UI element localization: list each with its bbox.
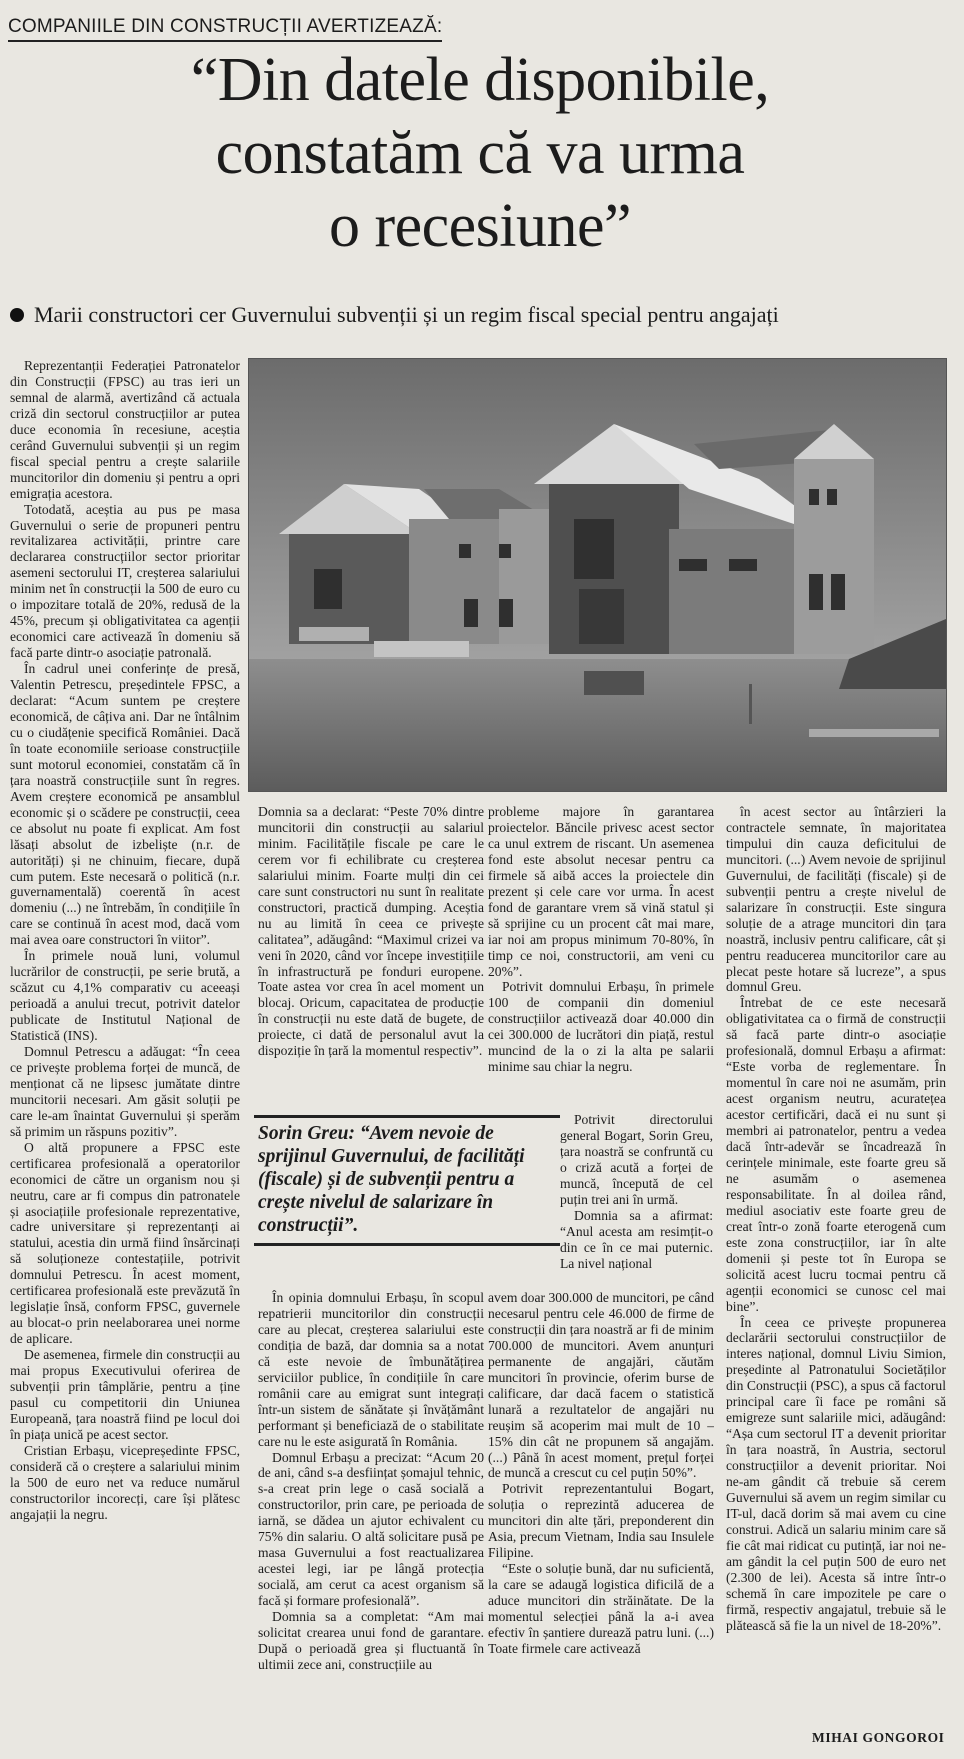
byline: MIHAI GONGOROI (812, 1730, 945, 1745)
paragraph: În ceea ce privește propunerea declarării sectorului construcțiilor de interes național, domnul Liviu Simion, președinte al Patronatului Societăților din Construcții (PSC), a spus că factorul principal care îi face pe români să emigreze sunt salariile mici, adăugând: “Așa cum sectorul IT a devenit prioritar în țara noastră, în Austria, sectorul construcțiilor a devenit prioritar. Noi ne-am gândit că trebuie să cerem Guvernului să avem un regim similar cu IT-ul, dacă dorim să mai avem cu cine construi. Adică un salariu minim care să fie cât mai ridicat cu putință, iar noi ne-am gândit la cel puțin 500 de euro net (2.300 de lei). Acesta să intre într-o schemă în care impozitele pe care o firmă, respectiv angajatul, trebuie să le plătească să fie la un nivel de 18-20%”. (726, 1314, 946, 1633)
paragraph: Potrivit domnului Erbașu, în primele 100 de companii din domeniul construcțiilor activează doar 40.000 din cei 300.000 de lucrători din piață, restul muncind de la o zi la alta pe salarii minime sau chiar la negru. (488, 979, 714, 1075)
headline (40, 44, 920, 263)
paragraph: O altă propunere a FPSC este certificarea profesională a operatorilor economici de către un organism nou și neutru, care ar fi compus din patronatele și asociațiile profesionale reprezentative, cadre universitare și reprezentanți ai statului, acestia din urmă fiind însărcinați să soluționeze contestațiile, potrivit domnului Petrescu. În acest moment, certificarea profesională este prevăzută în legislație însă, conform FPSC, guvernele au blocat-o prin neelaborarea unei norme de aplicare. (10, 1139, 240, 1347)
paragraph: Domnia sa a afirmat: “Anul acesta am resimțit-o din ce în ce mai puternic. La nivel național (560, 1207, 713, 1271)
subheadline (10, 302, 950, 328)
article-column-2-continued (258, 1290, 484, 1730)
article-column-3-bottom (488, 1290, 714, 1730)
paragraph: “Este o soluție bună, dar nu suficientă, la care se adaugă logistica dificilă de a aduce muncitori din străinătate. De la momentul selecției până la a-i avea efectiv în șantiere durează patru luni. (...) Toate firmele care activează (488, 1561, 714, 1656)
paragraph: Întrebat de ce este necesară obligativitatea ca o firmă de construcții să facă parte dintr-o asociație profesională, domnul Erbașu a afirmat: “Este vorba de reglementare. În momentul în care noi ne asumăm, prin acest organism neutru, acuratețea acestor certificări, dacă ei nu sunt și membri ai patronatelor, pentru a vedea dacă într-adevăr se încadrează în cerințele minimale, este foarte greu să ne asumăm o asemenea responsabilitate. În al doilea rând, mediul asociativ este foarte greu de creat într-o zonă foarte eterogenă cum este zona construcțiilor, iar în alte domenii și peste tot în Europa se solicită acest lucru tocmai pentru că agenții economici se cunosc cel mai bine”. (726, 995, 946, 1314)
pull-quote: Sorin Greu: “Avem nevoie de sprijinul Guvernului, de facilități (fiscale) și de subvenții pentru a crește nivelul de salarizare în construcții”. (254, 1115, 560, 1246)
paragraph: Domnul Petrescu a adăugat: “În ceea ce privește problema forței de muncă, de menționat că ne lipsesc jumătate dintre muncitorii necesari. Am găsit soluții pe care le-am înaintat Guvernului și sperăm să primim un răspuns pozitiv”. (10, 1043, 240, 1139)
paragraph: Potrivit directorului general Bogart, Sorin Greu, țara noastră se confruntă cu o criză acută a forței de muncă, începută de cel puțin trei ani în urmă. (560, 1112, 713, 1207)
headline-line-2: constatăm că va urma (215, 119, 745, 188)
paragraph: De asemenea, firmele din construcții au mai propus Executivului oferirea de subvenții prin tâmplărie, pentru a ține pasul cu competitorii din Uniunea Europeană, țara noastră fiind pe locul doi în piața unică pe acest sector. (10, 1347, 240, 1442)
paragraph: Cristian Erbașu, vicepreședinte FPSC, consideră că o creștere a salariului minim la 500 de euro net va reduce numărul constructorilor incorecți, care își plătesc angajații la negru. (10, 1442, 240, 1522)
headline-line-1: “Din datele disponibile, (190, 46, 770, 114)
article-column-3 (488, 804, 714, 1106)
article-column-3-continued (560, 1112, 713, 1272)
headline-line-3: o recesiune” (328, 192, 632, 261)
article-column-2 (258, 804, 484, 1106)
paragraph: probleme majore în garantarea proiectelor. Băncile privesc acest sector ca unul extrem de riscant. Un asemenea fond este absolut necesar pentru ca firmele să aibă acces la proiectele din prezent și cele care vor urma. În acest fond de garantare vrem să vină statul și să sprijine cu un procent cât mai mare, iar noi am propus minimum 70-80%, în timp ce noi, constructorii, am veni cu 20%”. (488, 804, 714, 979)
paragraph: Totodată, aceștia au pus pe masa Guvernului o serie de propuneri pentru revitalizarea activității, printre care declararea construcțiilor sector prioritar asemeni sectorului IT, creșterea salariului minim net în construcții la 500 de euro cu o impozitare totală de 20%, redusă de la 45%, precum și obligativitatea ca agenții economici care activează în domeniu să facă parte dintr-o asociație patronală. (10, 501, 240, 661)
kicker: COMPANIILE DIN CONSTRUCȚII AVERTIZEAZĂ: (8, 16, 442, 42)
paragraph: în acest sector au întârzieri la contractele semnate, în majoritatea timpului din cauza deficitului de muncitori. (...) Avem nevoie de sprijinul Guvernului, de facilități (fiscale) și de subvenții pentru a crește nivelul de salarizare în construcții. Este singura soluție de a atrage muncitori din țara noastră, inclusiv pentru calificare, cât și pentru readucerea muncitorilor care au plecat peste hotare să lucreze”, a spus domnul Greu. (726, 804, 946, 995)
construction-site-photo (248, 358, 947, 792)
paragraph: Domnia sa a completat: “Am mai solicitat crearea unui fond de garantare. După o perioadă grea și fluctuantă în ultimii zece ani, construcțiile au (258, 1609, 484, 1672)
article-column-1 (10, 358, 240, 1748)
article-column-4 (726, 804, 946, 1724)
paragraph: avem doar 300.000 de muncitori, pe când necesarul pentru cele 46.000 de firme de construcții din țara noastră ar fi de minim 700.000 de muncitori. Avem anunțuri permanente de angajări, căutăm muncitori în provincie, oferim burse de calificare, dar dacă facem o statistică lunară a rezultatelor de angajări nu reușim să acoperim mai mult de 10 – 15% din cât ne propunem să angajăm. (...) Până în acest moment, prețul forței de muncă a crescut cu cel puțin 50%”. (488, 1290, 714, 1481)
paragraph: În primele nouă luni, volumul lucrărilor de construcții, pe serie brută, a scăzut cu 4,1% comparativ cu aceeași perioadă a anului trecut, potrivit datelor publicate de Institutul Național de Statistică (INS). (10, 948, 240, 1044)
construction-photo-illustration (249, 359, 946, 791)
bullet-icon (10, 308, 24, 322)
paragraph: În opinia domnului Erbașu, în scopul repatrierii muncitorilor din construcții care au plecat, creșterea salariului este condiția de bază, dar domnia sa a notat că este nevoie de îmbunătățirea serviciilor publice, în condițiile în care românii care au emigrat sunt integrați într-un sistem de sănătate și învățământ performant și beneficiază de o stabilitate care nu le este asigurată în România. (258, 1290, 484, 1449)
paragraph: În cadrul unei conferințe de presă, Valentin Petrescu, președintele FPSC, a declarat: “Acum suntem pe creștere economică, de câțiva ani. Dar ne întâlnim cu o ciudățenie specifică României. Dacă în toate economiile serioase construcțiile sunt motorul economiei, constatăm că în țara noastră construcțiile sunt în regres. Avem creștere economică pe ansamblul economic și o scădere pe construcții, ceea ce absolut nu poate fi explicat. Am fost lăsați absolut de izbeliște (n.r. de autorități) și ne chinuim, fiecare, după cum putem. Este necesară o politică (n.r. guvernamentală) coerentă în acest domeniu (...) ne întrebăm, în condițiile în care se continuă în acest mod, dacă vom mai avea oare constructori în viitor”. (10, 661, 240, 948)
subheadline-text: Marii constructori cer Guvernului subvenții și un regim fiscal special pentru angajați (34, 302, 779, 327)
paragraph: Potrivit reprezentantului Bogart, soluția o reprezintă aducerea de muncitori din alte țări, preponderent din Asia, precum Vietnam, India sau Insulele Filipine. (488, 1481, 714, 1561)
paragraph: Domnia sa a declarat: “Peste 70% dintre muncitorii din construcții au salariul minim. Facilitățile fiscale pe care le cerem vor fi echilibrate cu creșterea salariului minim. Foarte mulți din cei care sunt constructori nu sunt în realitate constructori, practică dumping. Aceștia nu au limită în ceea ce privește calitatea”, adăugând: “Maximul crizei va veni în 2020, când vor începe investițiile în infrastructură pe fonduri europene. Toate astea vor crea în acel moment un blocaj. Oricum, capacitatea de producție în construcții nu este dată de bugete, de proiecte, ci dată de personalul avut la dispoziție în țară la momentul respectiv”. (258, 804, 484, 1059)
paragraph: Reprezentanții Federației Patronatelor din Construcții (FPSC) au tras ieri un semnal de alarmă, avertizând că actuala criză din sectorul construcțiilor ar putea duce economia în recesiune, aceștia cerând Guvernului subvenții și un regim fiscal special pentru a crește salariile muncitorilor din domeniu și pentru a opri emigrația acestora. (10, 358, 240, 501)
paragraph: Domnul Erbașu a precizat: “Acum 20 de ani, când s-a desființat șomajul tehnic, s-a creat prin lege o casă socială a constructorilor, prin care, pe perioada de iarnă, se dădea un ajutor echivalent cu 75% din salariu. O altă solicitare pusă pe masa Guvernului a fost reactualizarea acestei legi, iar pe lângă protecția socială, am cerut ca acest organism să facă și formare profesională”. (258, 1449, 484, 1609)
